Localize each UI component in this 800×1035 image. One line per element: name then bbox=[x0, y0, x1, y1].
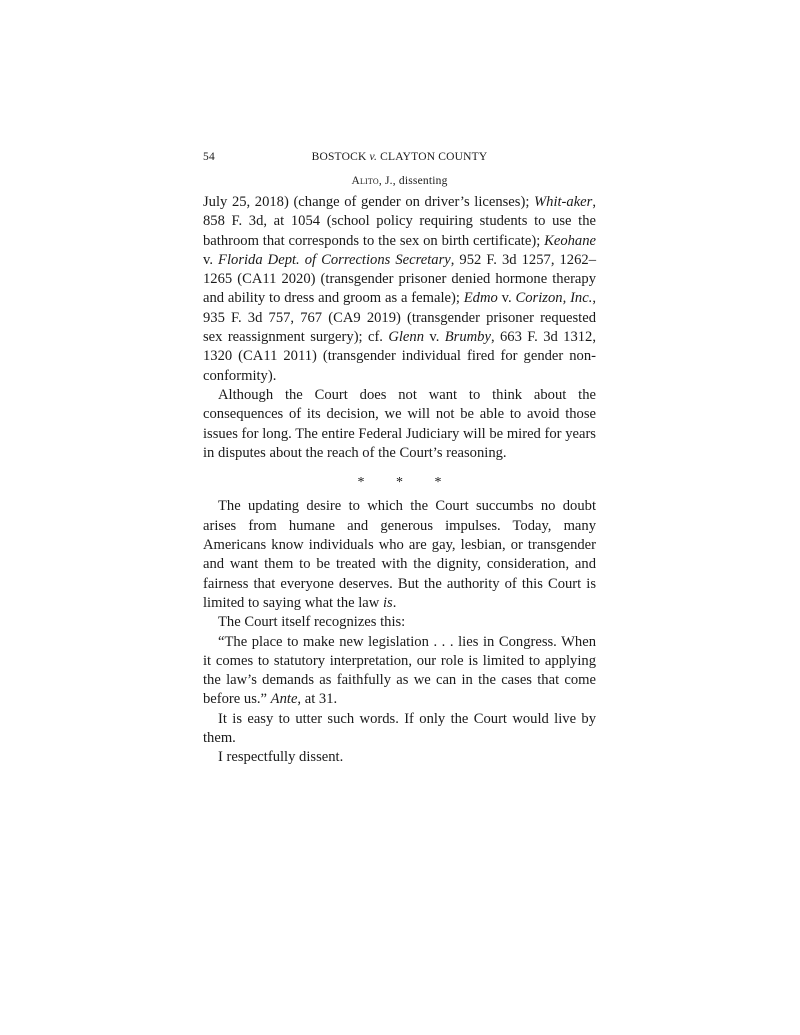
paragraph-court-recognizes: The Court itself recognizes this: bbox=[218, 614, 406, 631]
case-title bbox=[203, 151, 596, 163]
case-name: Glenn bbox=[388, 329, 424, 346]
paragraph-updating-desire bbox=[203, 497, 596, 613]
text-run: , 952 F. 3d 1257, 1262–1265 (CA11 2020) (transgender prisoner denied hormone therapy and ability to dress and groom as a female); bbox=[203, 251, 596, 307]
paragraph-citations bbox=[203, 193, 596, 386]
text-run: . bbox=[392, 594, 397, 611]
text-run: , 935 F. 3d 757, 767 (CA9 2019) (transgender prisoner requested sex reassignment surgery); cf. bbox=[203, 290, 597, 346]
opinion-body bbox=[203, 193, 596, 768]
text-run: July 25, 2018) (change of gender on driver’s licenses); bbox=[203, 194, 534, 210]
case-title-part-b: CLAYTON COUNTY bbox=[377, 151, 488, 163]
text-run: v. bbox=[203, 251, 219, 268]
case-title-part-a: BOSTOCK bbox=[311, 151, 370, 163]
text-run: “The place to make new legislation . . . lies in Congress. When it comes to statutory interpretation, our role is limited to applying the law’s demands as faithfully as we can in the cases that come before us.” bbox=[203, 633, 596, 708]
text-run: , 858 F. 3d, at 1054 (school policy requiring students to use the bathroom that corresponds to the sex on birth certificate); bbox=[203, 194, 596, 249]
text-run: The updating desire to which the Court succumbs no doubt arises from humane and generous impulses. Today, many Americans know individuals who are gay, lesbian, or transgender and want them to be treated with the dignity, consideration, and fairness that everyone deserves. But the authority of this Court is limited to saying what the law bbox=[203, 498, 596, 611]
running-header bbox=[203, 147, 596, 167]
block-quote bbox=[203, 633, 596, 710]
case-name: Keohane bbox=[544, 232, 596, 249]
page-number: 54 bbox=[203, 151, 215, 163]
opinion-page bbox=[203, 147, 596, 768]
emphasis: is bbox=[382, 594, 393, 611]
case-name: Florida Dept. of Corrections Secretary bbox=[218, 251, 451, 268]
paragraph-consequences: Although the Court does not want to think about the consequences of its decision, we will not be able to avoid those issues for long. The entire Federal Judiciary will be mired for years in disputes about the reach of the Court’s reasoning. bbox=[203, 386, 596, 461]
opinion-author: Alito bbox=[351, 175, 379, 187]
text-run: , at 31. bbox=[297, 691, 338, 708]
section-separator: * * * bbox=[357, 475, 456, 491]
text-run: v. bbox=[424, 329, 445, 346]
paragraph-easy-to-utter: It is easy to utter such words. If only the Court would live by them. bbox=[203, 710, 596, 747]
case-name: Ante bbox=[270, 691, 298, 708]
case-title-versus: v. bbox=[369, 151, 378, 163]
text-run: v. bbox=[497, 290, 516, 307]
case-name: Brumby bbox=[444, 329, 491, 346]
case-name: Whit-aker bbox=[533, 194, 593, 210]
opinion-author-line bbox=[203, 175, 596, 187]
case-name: Corizon, Inc. bbox=[515, 290, 593, 307]
text-run: , 663 F. 3d 1312, 1320 (CA11 2011) (transgender individual fired for gender non-conformity). bbox=[203, 329, 596, 384]
opinion-type: , J., dissenting bbox=[378, 175, 448, 187]
case-name: Edmo bbox=[463, 290, 498, 307]
paragraph-dissent: I respectfully dissent. bbox=[218, 749, 344, 766]
